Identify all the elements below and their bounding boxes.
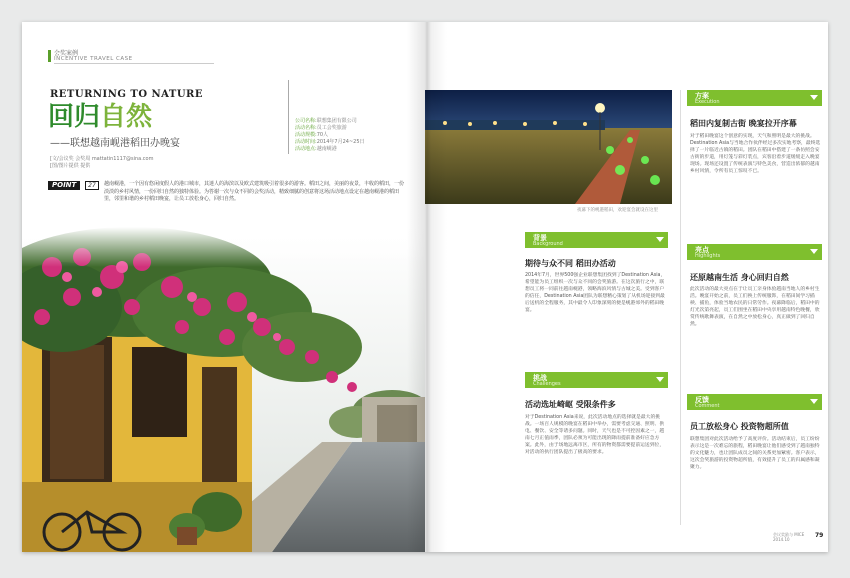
section-label: 方案 [695, 92, 709, 100]
section-body: 2014年7月，世界500强企业联想集团找到了Destination Asia，希望能为员工组织一次与众不同的会奖旅游。在这次旅行之中，联想员工将一同前往越南岘港，领略海滨风情与古城之美。受到客户的信任，Destination Asia团队为联想精心策划了从机场迎接到最后送机的全程服务，其中最令人印象深刻的便是岘港郊外的稻田晚宴。 [525, 273, 666, 313]
street-photo [22, 227, 425, 552]
section-title: 活动选址崎岖 受限条件多 [525, 400, 616, 409]
series-divider [54, 63, 214, 64]
magazine-spread [22, 22, 828, 552]
point-number: 27 [85, 181, 99, 190]
chevron-down-icon [656, 237, 664, 242]
point-badge: POINT [48, 181, 80, 190]
section-label-en: Challenges [533, 381, 561, 387]
section-label: 亮点 [695, 246, 709, 254]
byline [50, 156, 153, 170]
info-row: 活动时间:2014年7月24~25日 [295, 139, 365, 145]
section-label-en: Execution [695, 99, 720, 105]
running-footer [773, 532, 804, 542]
info-row: 活动规模:70人 [295, 132, 329, 138]
photo-caption: 夜幕下的岘港稻田，欢迎宴会就设在这里 [577, 208, 658, 213]
section-title: 还原越南生活 身心回归自然 [690, 273, 789, 282]
chevron-down-icon [810, 399, 818, 404]
section-title: 期待与众不同 稻田办活动 [525, 259, 616, 268]
section-body: 此次活动的最大亮点在于让员工亲身体验越南当地人的乡村生活。晚宴开始之前，员工们换上传统服饰，在稻田间学习插秧、捕鱼，体验当地农民的日常劳作。夜幕降临后，稻田中的灯光次第亮起，员工们围坐在稻田中央享用越南特色晚餐，欣赏传统歌舞表演，在自然之中放松身心，真正做到了回归自然。 [690, 287, 820, 327]
article-subtitle: ——联想越南岘港稻田办晚宴 [50, 138, 180, 149]
byline-photo: [图/图片提供 提供 [50, 163, 91, 169]
footer-line: 会议奖励与 MICE [773, 532, 805, 537]
column-divider [680, 90, 681, 525]
section-label: 背景 [533, 234, 547, 242]
section-header-highlights [687, 244, 822, 260]
rice-field-photo [425, 90, 672, 204]
section-label-en: Background [533, 241, 563, 247]
page-number: 79 [815, 532, 824, 539]
section-body: 对于稻田晚宴这个创意的实现，天气和照明是最大的挑战。Destination Asia与当地合作伙伴经过多次实地考察，最终选择了一片临近古镇的稻田。团队在稻田中搭建了一条仿照会安古街的步道，用灯笼与彩灯装点，宾客沿着步道缓缓走入晚宴现场。现场还设置了传统表演与特色美食，营造出浓郁的越南乡村风情，令所有员工惊叹不已。 [690, 134, 821, 174]
info-row: 活动地点:越南岘港 [295, 146, 337, 152]
event-info-box [288, 80, 404, 154]
chevron-down-icon [656, 377, 664, 382]
section-header-execution [687, 90, 822, 106]
title-part-2: 自然 [100, 102, 153, 132]
section-body: 对于Destination Asia来说，此次活动地点的选择就是最大的挑战。一场百人规模的晚宴在稻田中举办，需要考虑交通、照明、供电、餐饮、安全等诸多问题。同时，天气也是不可控因素之一，越南七月正值雨季，团队必须为可能出现的降雨提前准备好应急方案。此外，由于场地远离市区，所有的物资都需要提前运送到位，对活动的执行团队提出了极高的要求。 [525, 415, 665, 455]
right-page [425, 22, 828, 552]
section-header-challenges [525, 372, 668, 388]
info-row: 活动名称:员工会奖旅游 [295, 125, 347, 131]
section-header-background [525, 232, 668, 248]
section-label: 挑战 [533, 374, 547, 382]
left-page [22, 22, 425, 552]
section-label-en: Highlights [695, 253, 721, 259]
chevron-down-icon [810, 249, 818, 254]
intro-paragraph: 越南岘港，一个因有悠闲度假人的港口城市，其迷人的海滨以及欧式建筑吸引着很多的游客。稻田之间，美丽的夜景，丰收的稻田，一份淡淡的乡村风情，一份回归自然的独特体验。为答谢一次与众不同的会奖活动，精致细腻的创意将这场活动地点设定在越南岘港的稻田里，邻里和谐的乡村稻田晚宴，让员工放松身心，回归自然。 [104, 181, 405, 202]
byline-writer: [文/会议奖 会奖周 mattatin1117@sina.com [50, 156, 154, 162]
article-title [48, 102, 152, 132]
series-label-en: INCENTIVE TRAVEL CASE [54, 56, 133, 62]
series-label: 会奖案例 [54, 50, 79, 57]
article-kicker: RETURNING TO NATURE [50, 89, 203, 100]
section-body: 联想集团对此次活动给予了高度评价。活动结束后，员工纷纷表示这是一次难忘的旅程，稻田晚宴让他们感受到了越南独特的文化魅力，也让团队成员之间的关系更加紧密。客户表示，这次会奖旅游的投资物超所值，有效提升了员工的归属感和凝聚力。 [690, 437, 820, 470]
section-label-en: Comment [695, 403, 720, 409]
title-part-1: 回归 [48, 102, 101, 132]
section-header-comment [687, 394, 822, 410]
chevron-down-icon [810, 95, 818, 100]
series-marker [48, 50, 51, 62]
footer-line: 2014.10 [773, 537, 790, 542]
section-label: 反馈 [695, 396, 709, 404]
section-title: 稻田内复制古街 晚宴拉开序幕 [690, 119, 797, 128]
info-row: 公司名称:联想集团有限公司 [295, 118, 357, 124]
section-title: 员工放松身心 投资物超所值 [690, 422, 789, 431]
